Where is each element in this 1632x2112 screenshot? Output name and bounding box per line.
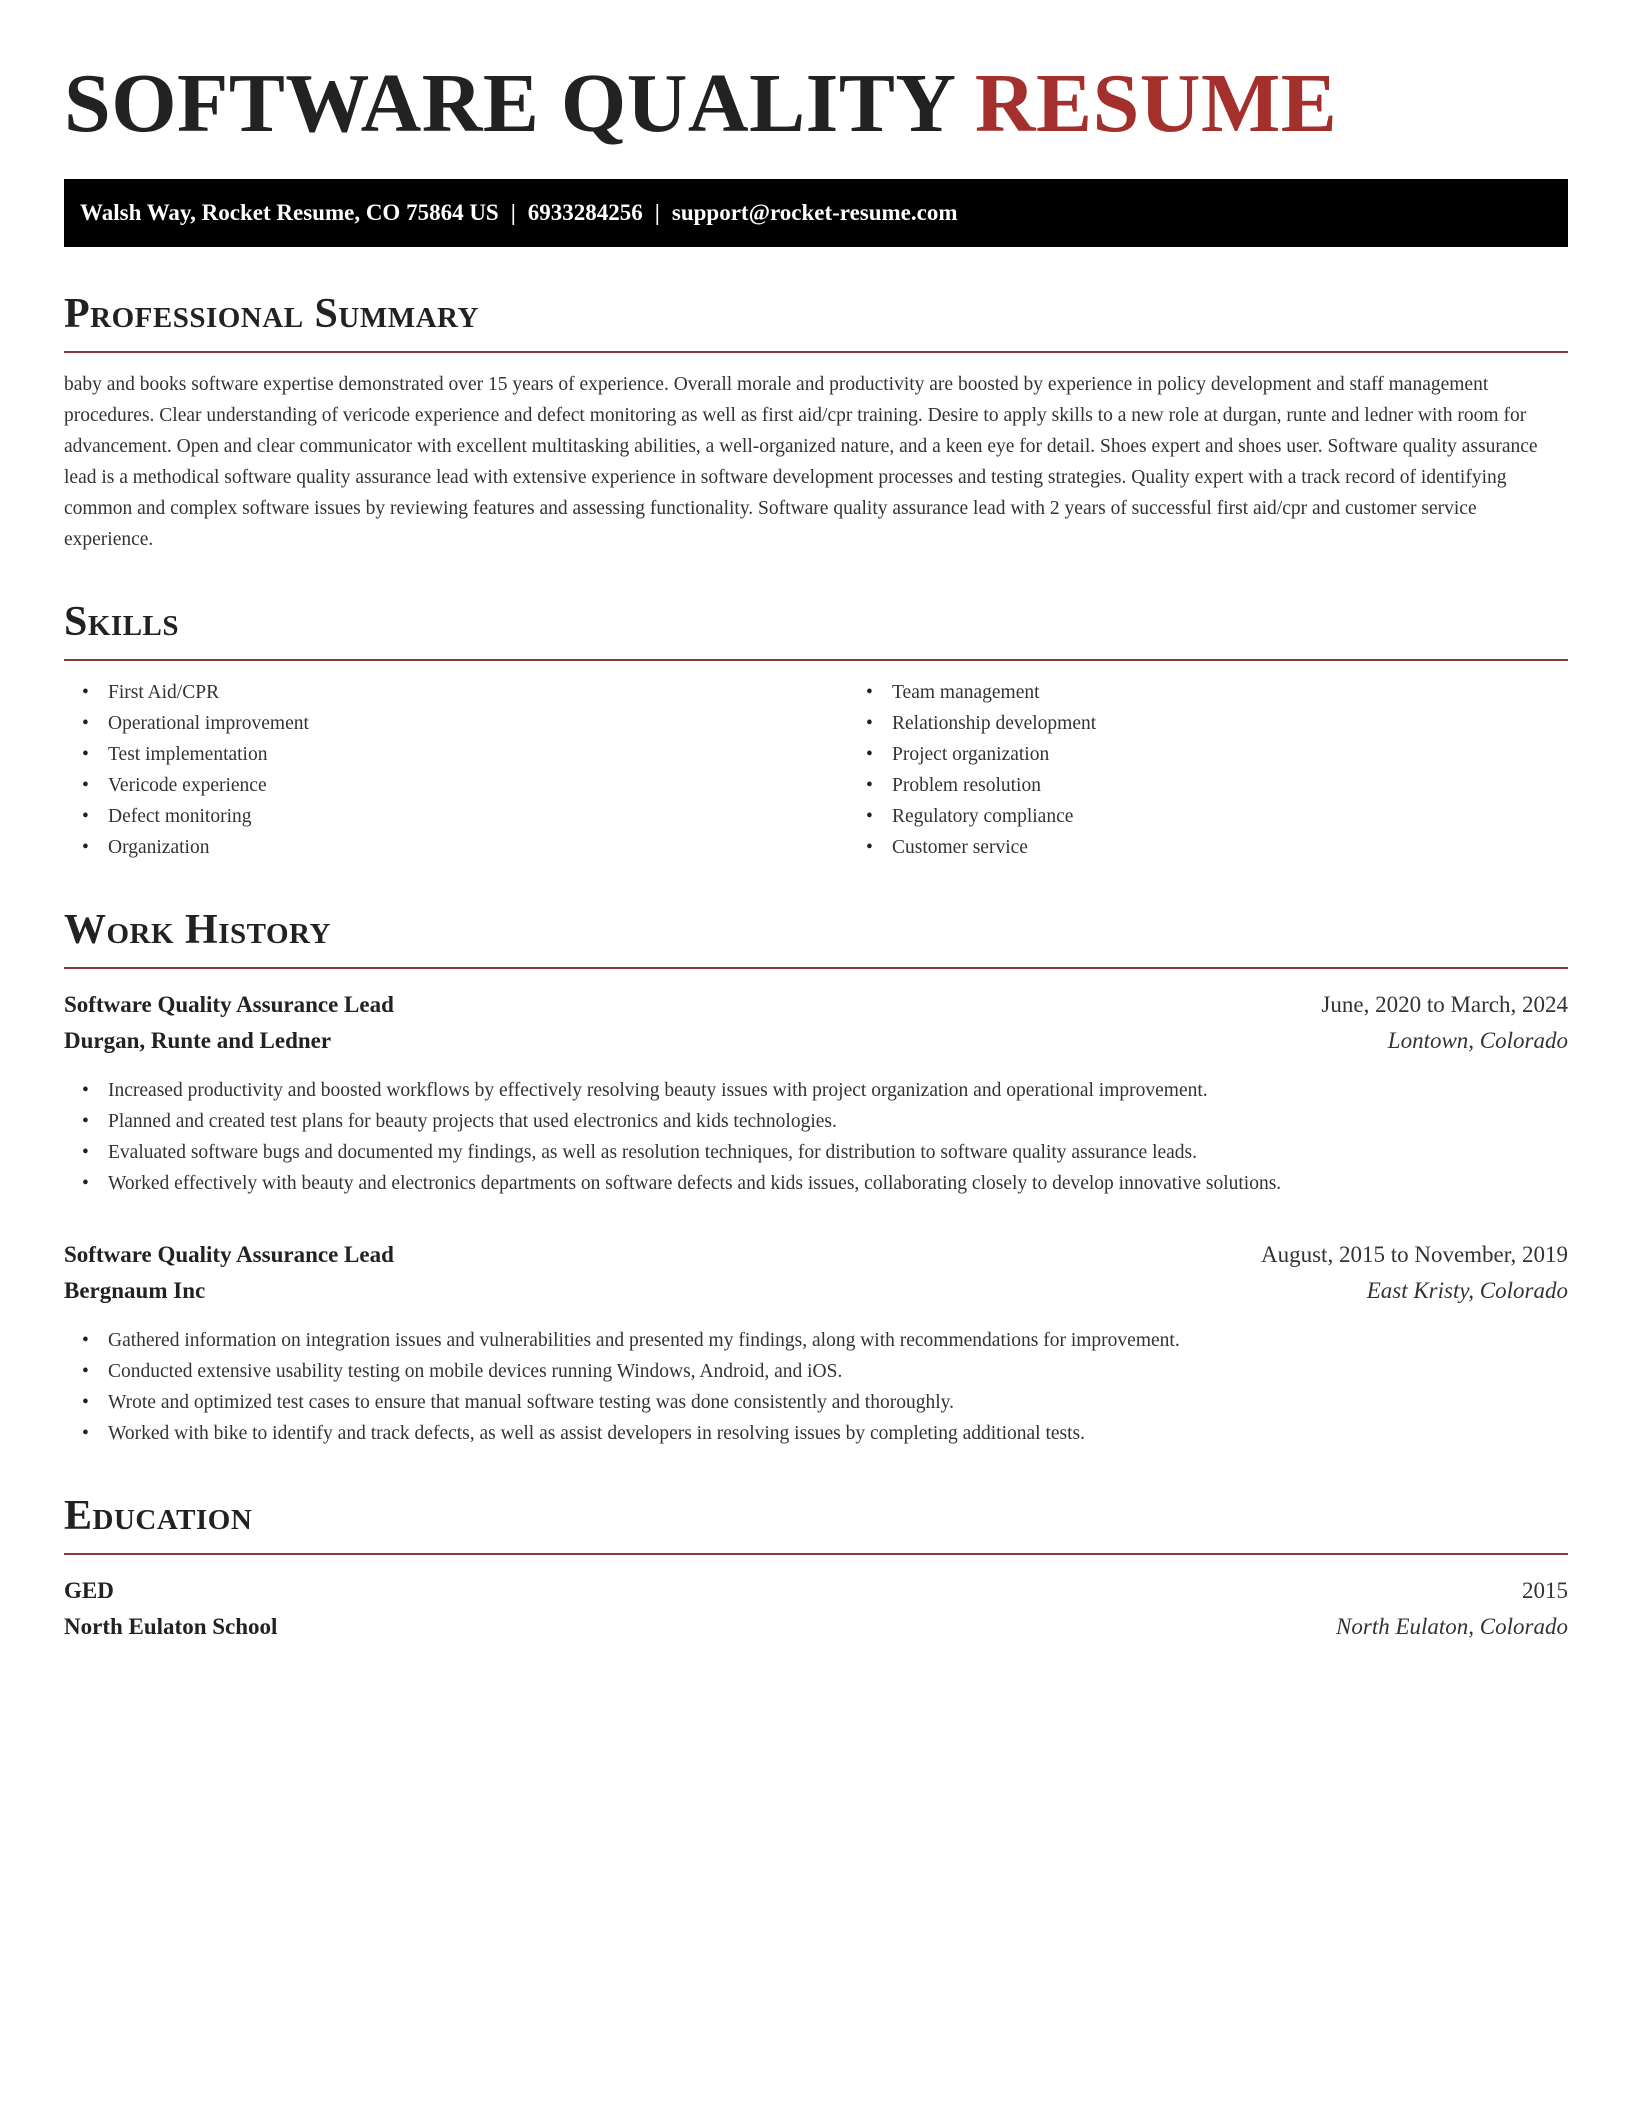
education-year: 2015: [1522, 1578, 1568, 1603]
resume-title: [64, 54, 1568, 154]
summary-heading: Professional Summary: [64, 291, 479, 337]
job-bullet: • Worked with bike to identify and track defects, as well as assist developers in resolving issues by completing additional tests.: [108, 1418, 1568, 1449]
skill-item: • Project organization: [892, 739, 1568, 770]
job-bullet: • Increased productivity and boosted workflows by effectively resolving beauty issues with project organization and operational improvement.: [108, 1075, 1568, 1106]
education-degree-row: [64, 1573, 1568, 1609]
skill-item: • Operational improvement: [108, 708, 848, 739]
education-school: North Eulaton School: [64, 1614, 278, 1639]
job-header-row: [64, 1237, 1568, 1273]
job-bullet: • Worked effectively with beauty and electronics departments on software defects and kids issues, collaborating closely to develop innovative solutions.: [108, 1168, 1568, 1199]
section-divider: [64, 659, 1568, 661]
job-title: Software Quality Assurance Lead: [64, 1242, 394, 1267]
contact-separator: |: [654, 200, 660, 225]
job-bullet: • Evaluated software bugs and documented my findings, as well as resolution techniques, for distribution to software quality assurance leads.: [108, 1137, 1568, 1168]
education-heading: Education: [64, 1493, 253, 1539]
title-main: SOFTWARE QUALITY: [64, 57, 954, 150]
section-divider: [64, 1553, 1568, 1555]
education-section: [64, 1493, 1568, 1645]
job-title: Software Quality Assurance Lead: [64, 992, 394, 1017]
title-accent: RESUME: [974, 57, 1338, 150]
skill-item: • Defect monitoring: [108, 801, 848, 832]
summary-section: [64, 291, 1568, 555]
job-company: Bergnaum Inc: [64, 1278, 206, 1303]
skill-item: • Regulatory compliance: [892, 801, 1568, 832]
skill-item: • First Aid/CPR: [108, 677, 848, 708]
skill-item: • Relationship development: [892, 708, 1568, 739]
job-bullet: • Gathered information on integration issues and vulnerabilities and presented my findings, along with recommendations for improvement.: [108, 1325, 1568, 1356]
contact-address: Walsh Way, Rocket Resume, CO 75864 US: [80, 200, 499, 225]
job-entry: [64, 987, 1568, 1199]
skill-item: • Team management: [892, 677, 1568, 708]
skill-item: • Organization: [108, 832, 848, 863]
job-dates: June, 2020 to March, 2024: [1321, 992, 1568, 1017]
work-history-section: [64, 907, 1568, 1449]
section-divider: [64, 351, 1568, 353]
section-divider: [64, 967, 1568, 969]
job-bullet: • Wrote and optimized test cases to ensure that manual software testing was done consistently and thoroughly.: [108, 1387, 1568, 1418]
education-school-row: [64, 1609, 1568, 1645]
skills-section: [64, 599, 1568, 863]
job-bullet: • Planned and created test plans for beauty projects that used electronics and kids technologies.: [108, 1106, 1568, 1137]
contact-separator: |: [510, 200, 516, 225]
contact-email: support@rocket-resume.com: [671, 200, 958, 225]
skill-item: • Customer service: [892, 832, 1568, 863]
work-history-heading: Work History: [64, 907, 331, 953]
contact-bar: [64, 179, 1568, 247]
job-dates: August, 2015 to November, 2019: [1261, 1242, 1568, 1267]
skill-item: • Vericode experience: [108, 770, 848, 801]
contact-phone: 6933284256: [527, 200, 643, 225]
job-company-row: [64, 1023, 1568, 1059]
job-company: Durgan, Runte and Ledner: [64, 1028, 332, 1053]
job-header-row: [64, 987, 1568, 1023]
skills-column-left: [64, 677, 848, 863]
skill-item: • Test implementation: [108, 739, 848, 770]
education-degree: GED: [64, 1578, 114, 1603]
job-bullets: [64, 1075, 1568, 1199]
job-bullet: • Conducted extensive usability testing on mobile devices running Windows, Android, and iOS.: [108, 1356, 1568, 1387]
job-entry: [64, 1237, 1568, 1449]
education-entry: [64, 1573, 1568, 1645]
job-bullets: [64, 1325, 1568, 1449]
education-location: North Eulaton, Colorado: [1336, 1614, 1568, 1639]
skill-item: • Problem resolution: [892, 770, 1568, 801]
skills-heading: Skills: [64, 599, 180, 645]
skills-list: [64, 677, 1568, 863]
job-company-row: [64, 1273, 1568, 1309]
job-location: Lontown, Colorado: [1387, 1028, 1568, 1053]
summary-text: baby and books software expertise demonstrated over 15 years of experience. Overall morale and productivity are boosted by experience in policy development and staff management procedures. Clear understanding of vericode experience and defect monitoring as well as first aid/cpr training. Desire to apply skills to a new role at durgan, runte and ledner with room for advancement. Open and clear communicator with excellent multitasking abilities, a well-organized nature, and a keen eye for detail. Shoes expert and shoes user. Software quality assurance lead is a methodical software quality assurance lead with extensive experience in software development processes and testing strategies. Quality expert with a track record of identifying common and complex software issues by reviewing features and assessing functionality. Software quality assurance lead with 2 years of successful first aid/cpr and customer service experience.: [64, 374, 1538, 550]
job-location: East Kristy, Colorado: [1366, 1278, 1568, 1303]
skills-column-right: [848, 677, 1568, 863]
